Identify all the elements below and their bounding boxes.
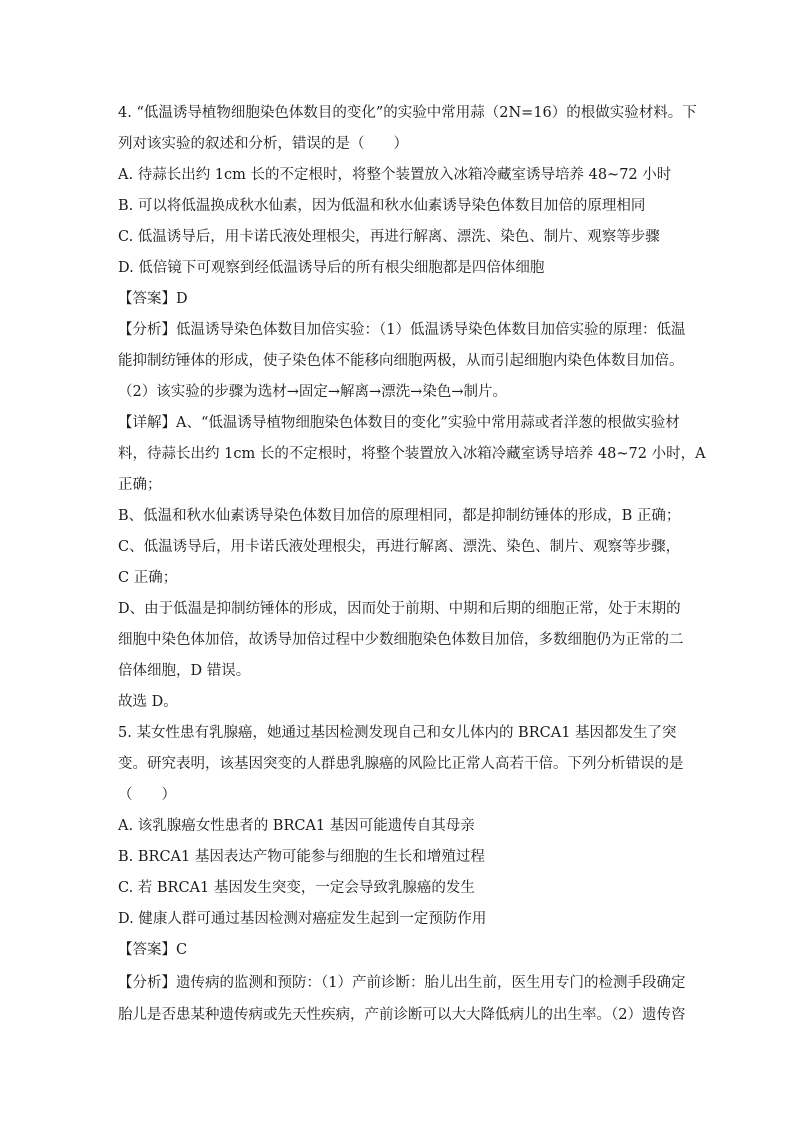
question-4-option-d: D. 低倍镜下可观察到经低温诱导后的所有根尖细胞都是四倍体细胞 <box>118 260 545 276</box>
question-4-analysis-line-1: 【分析】低温诱导染色体数目加倍实验：（1）低温诱导染色体数目加倍实验的原理：低温 <box>118 322 686 338</box>
question-5-answer: 【答案】C <box>118 942 188 958</box>
question-4-analysis-line-3: （2）该实验的步骤为选材→固定→解离→漂洗→染色→制片。 <box>118 384 507 400</box>
question-4-option-c: C. 低温诱导后，用卡诺氏液处理根尖，再进行解离、漂洗、染色、制片、观察等步骤 <box>118 229 660 245</box>
question-4-detail-line-3: 正确； <box>118 477 162 493</box>
question-5-option-b: B. BRCA1 基因表达产物可能参与细胞的生长和增殖过程 <box>118 849 485 865</box>
question-5-stem-line-2: 变。研究表明，该基因突变的人群患乳腺癌的风险比正常人高若干倍。下列分析错误的是 <box>118 756 684 772</box>
question-4-analysis-line-2: 能抑制纺锤体的形成，使子染色体不能移向细胞两极，从而引起细胞内染色体数目加倍。 <box>118 353 684 369</box>
question-5-option-d: D. 健康人群可通过基因检测对癌症发生起到一定预防作用 <box>118 911 487 927</box>
question-4-detail-line-7: D、由于低温是抑制纺锤体的形成，因而处于前期、中期和后期的细胞正常，处于末期的 <box>118 601 681 617</box>
question-4-option-b: B. 可以将低温换成秋水仙素，因为低温和秋水仙素诱导染色体数目加倍的原理相同 <box>118 198 646 214</box>
question-5-stem-line-3: （ ） <box>118 787 176 803</box>
question-4-detail-line-5: C、低温诱导后，用卡诺氏液处理根尖，再进行解离、漂洗、染色、制片、观察等步骤， <box>118 539 681 555</box>
question-4-detail-line-4: B、低温和秋水仙素诱导染色体数目加倍的原理相同，都是抑制纺锤体的形成，B 正确； <box>118 508 681 524</box>
question-4-detail-line-1: 【详解】A、“低温诱导植物细胞染色体数目的变化”实验中常用蒜或者洋葱的根做实验材 <box>118 415 680 431</box>
question-4-stem-line-1: 4. “低温诱导植物细胞染色体数目的变化”的实验中常用蒜（2N=16）的根做实验材料。下 <box>118 105 697 121</box>
question-5-analysis-line-2: 胎儿是否患某种遗传病或先天性疾病，产前诊断可以大大降低病儿的出生率。（2）遗传咨 <box>118 1007 686 1023</box>
question-5-option-c: C. 若 BRCA1 基因发生突变，一定会导致乳腺癌的发生 <box>118 880 475 896</box>
question-4-answer: 【答案】D <box>118 291 188 307</box>
question-4-option-a: A. 待蒜长出约 1cm 长的不定根时，将整个装置放入冰箱冷藏室诱导培养 48~72 小时 <box>118 167 672 183</box>
question-4-detail-line-9: 倍体细胞，D 错误。 <box>118 663 251 679</box>
question-5-analysis-line-1: 【分析】遗传病的监测和预防：（1）产前诊断：胎儿出生前，医生用专门的检测手段确定 <box>118 975 686 991</box>
question-5-stem-line-1: 5. 某女性患有乳腺癌，她通过基因检测发现自己和女儿体内的 BRCA1 基因都发生了突 <box>118 725 677 741</box>
question-4-detail-line-2: 料，待蒜长出约 1cm 长的不定根时，将整个装置放入冰箱冷藏室诱导培养 48~72 小时，A <box>118 446 706 462</box>
question-4-detail-line-8: 细胞中染色体加倍，故诱导加倍过程中少数细胞染色体数目加倍，多数细胞仍为正常的二 <box>118 632 684 648</box>
question-4-conclusion: 故选 D。 <box>118 694 178 710</box>
question-5-option-a: A. 该乳腺癌女性患者的 BRCA1 基因可能遗传自其母亲 <box>118 818 475 834</box>
question-4-detail-line-6: C 正确； <box>118 570 178 586</box>
question-4-stem-line-2: 列对该实验的叙述和分析，错误的是（ ） <box>118 136 408 152</box>
